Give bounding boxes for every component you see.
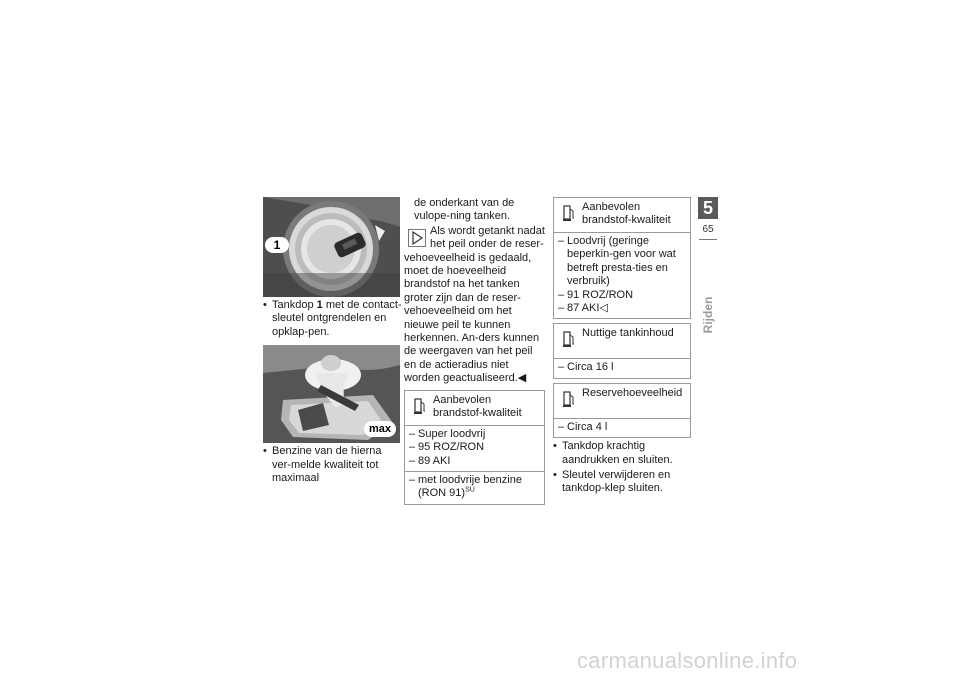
reserve-spec bbox=[553, 383, 691, 438]
spec-body bbox=[405, 471, 544, 504]
step-open-cap bbox=[263, 299, 403, 339]
column-2 bbox=[404, 197, 545, 505]
spec-item-sup: SU bbox=[465, 486, 475, 494]
step-remove-key: • Sleutel verwijderen en tankdop-klep sluiten. bbox=[553, 469, 691, 496]
spec-header bbox=[554, 198, 690, 233]
spec-title: Aanbevolen brandstof-kwaliteit bbox=[582, 201, 671, 227]
spec-item-text: met loodvrije benzine (RON 91) bbox=[418, 473, 522, 500]
spec-title: Reservehoeveelheid bbox=[582, 386, 683, 399]
step-close-cap: • Tankdop krachtig aandrukken en sluiten. bbox=[553, 440, 691, 467]
spec-item: – Super loodvrij bbox=[409, 428, 540, 441]
column-3 bbox=[553, 197, 691, 496]
tab-divider bbox=[699, 239, 717, 240]
spec-header bbox=[554, 324, 690, 359]
page-number: 65 bbox=[702, 224, 714, 235]
spec-header bbox=[405, 391, 544, 426]
filler-neck-photo bbox=[263, 345, 400, 443]
chapter-tab: 5 bbox=[698, 197, 718, 219]
spec-title: Nuttige tankinhoud bbox=[582, 327, 674, 340]
spec-item: – Circa 4 l bbox=[558, 421, 686, 434]
spec-body bbox=[554, 233, 690, 318]
spec-item: – Loodvrij (geringe beperkin-gen voor wat betreft presta-ties en verbruik) bbox=[558, 235, 686, 289]
step-text-rest: met de contact-sleutel ontgrendelen en opklap-pen. bbox=[272, 299, 402, 338]
note-text-first: Als wordt getankt nadat het peil onder de reser- bbox=[430, 224, 545, 251]
spec-body bbox=[554, 419, 690, 437]
column-1 bbox=[263, 197, 403, 485]
fuel-pump-icon bbox=[563, 203, 575, 223]
spec-item bbox=[409, 474, 540, 501]
spec-header bbox=[554, 384, 690, 419]
spec-body bbox=[405, 426, 544, 471]
note bbox=[404, 225, 545, 386]
step-fill-fuel-continued: de onderkant van de vulope-ning tanken. bbox=[414, 197, 515, 223]
spec-item: – 89 AKI bbox=[409, 455, 540, 468]
step-fill-fuel: • Benzine van de hierna ver-melde kwaliteit tot maximaal bbox=[263, 445, 403, 485]
fuel-cap-photo bbox=[263, 197, 400, 297]
fuel-pump-icon bbox=[414, 396, 426, 416]
watermark: carmanualsonline.info bbox=[577, 648, 798, 673]
section-title: Rijden bbox=[701, 296, 715, 334]
step-ref: 1 bbox=[316, 299, 323, 311]
note-text: vehoeveelheid is gedaald, moet de hoeveelheid brandstof na het tanken groter zijn dan de reser-vehoeveelheid om het nieuwe peil te kunnen herkennen. An-ders kunnen de weergaven van het peil en de actieradius niet worden geactualiseerd.◀ bbox=[404, 251, 540, 385]
max-label: max bbox=[364, 421, 396, 437]
spec-item: – 91 ROZ/RON bbox=[558, 289, 686, 302]
note-triangle-icon bbox=[408, 229, 426, 247]
spec-item: – 95 ROZ/RON bbox=[409, 441, 540, 454]
spec-item: – 87 AKI◁ bbox=[558, 302, 686, 315]
fuel-quality-spec bbox=[404, 390, 545, 505]
fuel-pump-icon bbox=[563, 389, 575, 409]
spec-title: Aanbevolen brandstof-kwaliteit bbox=[433, 393, 522, 420]
spec-item: – Circa 16 l bbox=[558, 361, 686, 374]
fuel-quality-spec-alt bbox=[553, 197, 691, 319]
spec-body bbox=[554, 359, 690, 377]
callout-1: 1 bbox=[265, 237, 289, 253]
tank-capacity-spec bbox=[553, 323, 691, 378]
step-text: Tankdop bbox=[272, 299, 317, 311]
fuel-pump-icon bbox=[563, 329, 575, 349]
